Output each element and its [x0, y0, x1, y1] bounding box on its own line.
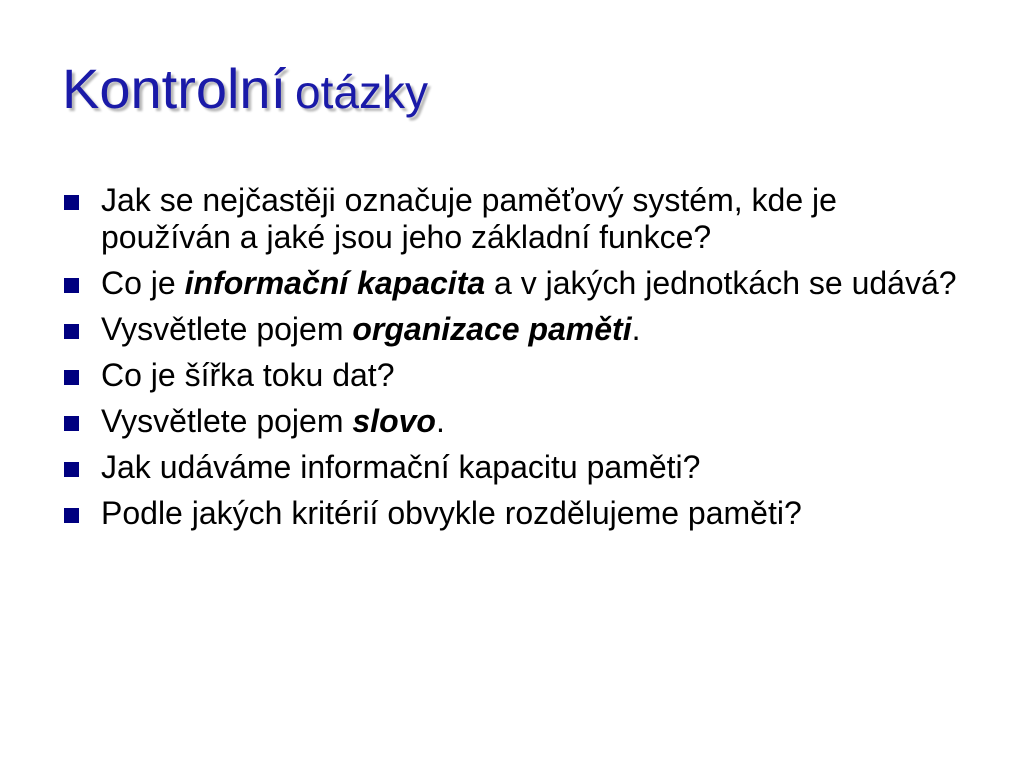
- square-bullet-icon: [64, 462, 79, 477]
- question-text: Podle jakých kritérií obvykle rozdělujeme paměti?: [101, 495, 802, 531]
- list-item: [62, 449, 962, 486]
- list-item: [62, 495, 962, 532]
- question-list: [62, 182, 962, 541]
- list-item: [62, 357, 962, 394]
- question-text: a v jakých jednotkách se udává?: [485, 265, 957, 301]
- emphasized-term: informační kapacita: [184, 265, 486, 301]
- question-text: Jak se nejčastěji označuje paměťový systém, kde je používán a jaké jsou jeho základní funkce?: [101, 182, 837, 255]
- square-bullet-icon: [64, 370, 79, 385]
- slide-title: [62, 58, 428, 120]
- square-bullet-icon: [64, 324, 79, 339]
- list-item: [62, 403, 962, 440]
- square-bullet-icon: [64, 278, 79, 293]
- square-bullet-icon: [64, 508, 79, 523]
- title-word-1: Kontrolní: [62, 57, 287, 120]
- question-text: .: [435, 403, 445, 439]
- question-text: Vysvětlete pojem: [101, 403, 353, 439]
- question-text: Co je šířka toku dat?: [101, 357, 395, 393]
- question-text: Co je: [101, 265, 185, 301]
- square-bullet-icon: [64, 195, 79, 210]
- question-text: Jak udáváme informační kapacitu paměti?: [101, 449, 701, 485]
- square-bullet-icon: [64, 416, 79, 431]
- list-item: [62, 182, 962, 256]
- question-text: Vysvětlete pojem: [101, 311, 353, 347]
- question-text: .: [631, 311, 641, 347]
- emphasized-term: organizace paměti: [352, 311, 632, 347]
- emphasized-term: slovo: [352, 403, 436, 439]
- list-item: [62, 265, 962, 302]
- title-word-2: otázky: [295, 66, 428, 118]
- list-item: [62, 311, 962, 348]
